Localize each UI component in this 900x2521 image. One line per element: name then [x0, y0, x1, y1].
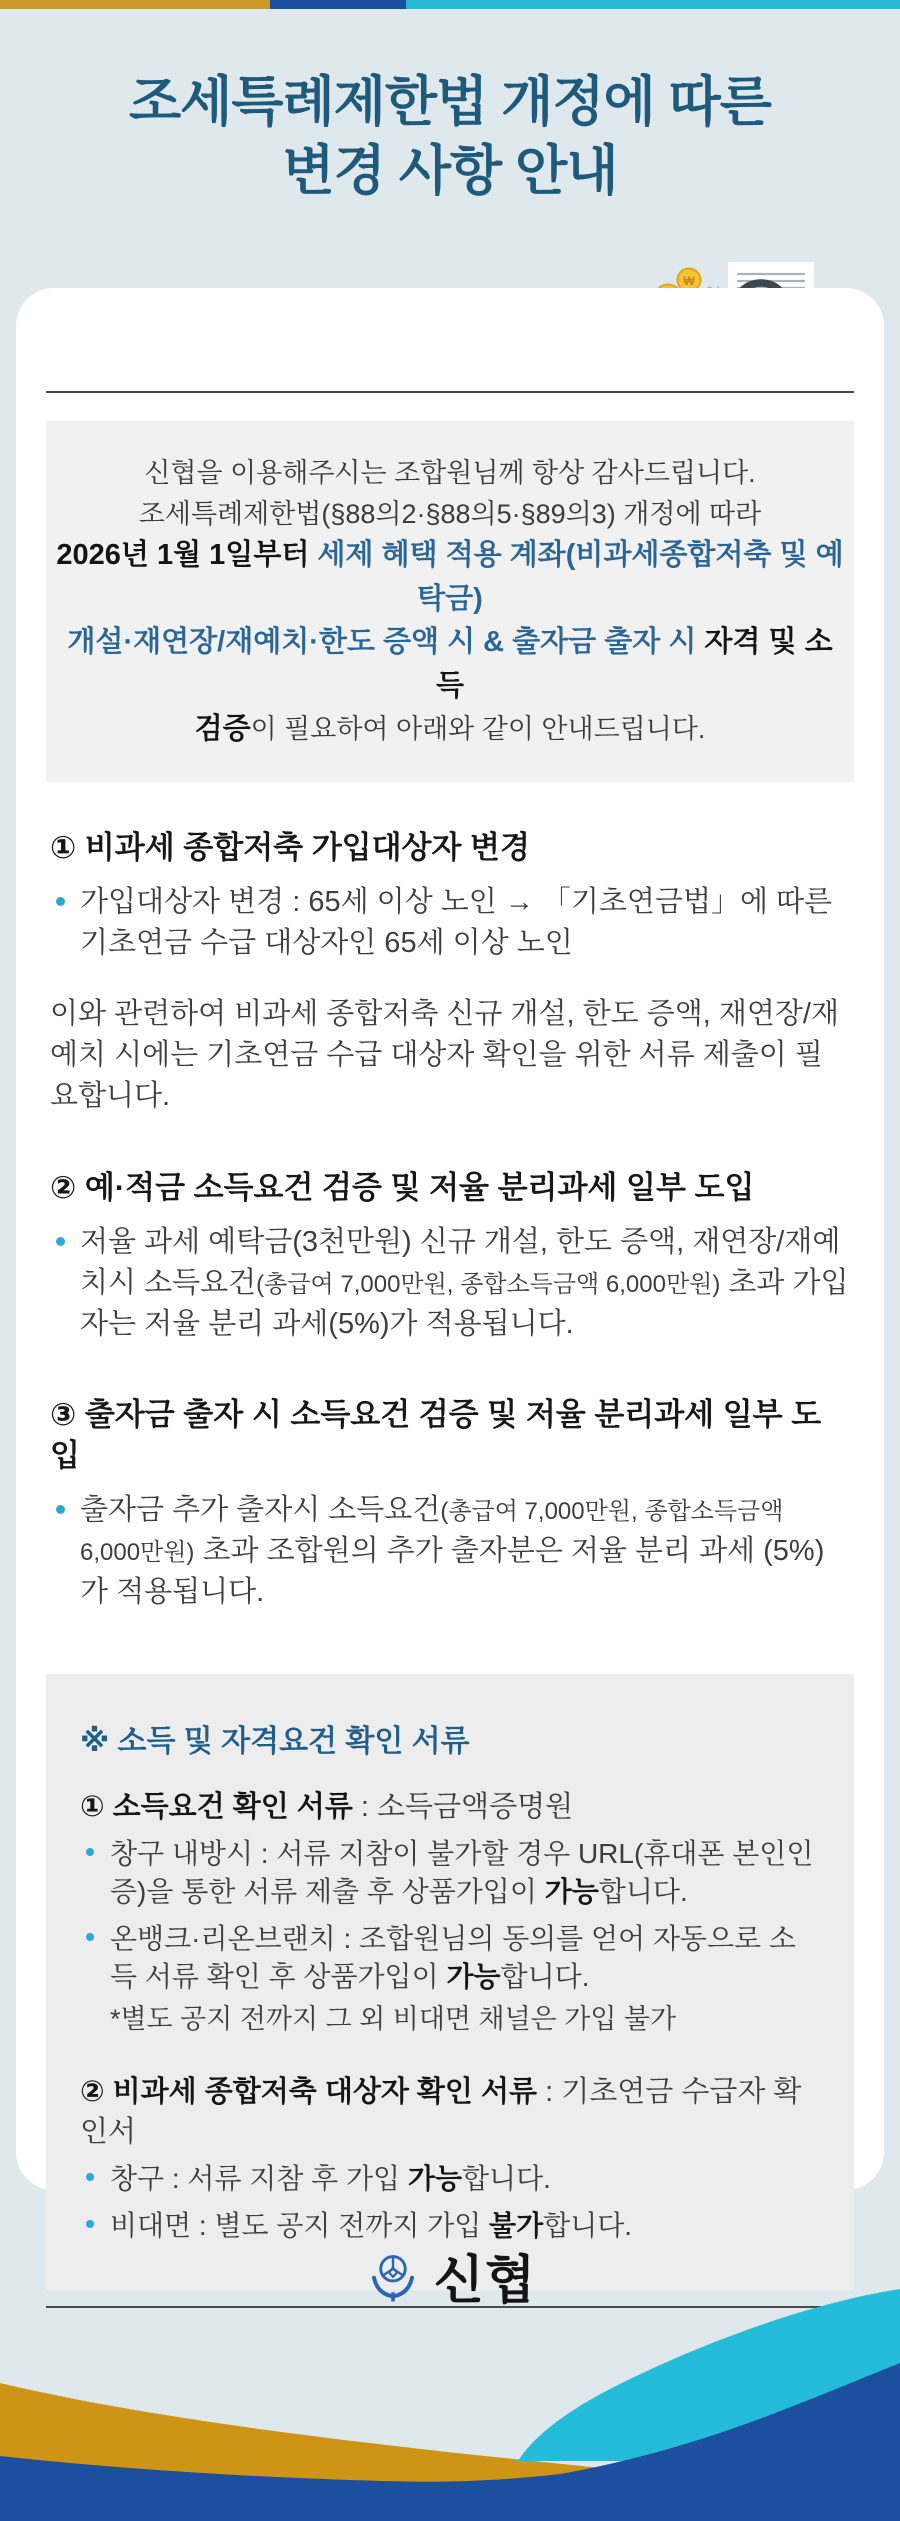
section-2-title: ② 예·적금 소득요건 검증 및 저율 분리과세 일부 도입 [50, 1169, 755, 1205]
section-1-tax-free-savings [46, 828, 854, 1118]
section-1-paragraph: 이와 관련하여 비과세 종합저축 신규 개설, 한도 증액, 재연장/재예치 시에는 기초연금 수급 대상자 확인을 위한 서류 제출이 필요합니다. [50, 998, 839, 1113]
required-documents-box [46, 1674, 854, 2290]
intro-box [46, 421, 854, 782]
intro-line-4: 개설·재연장/재예치·한도 증액 시 & 출자금 출자 시 자격 및 소득 [67, 626, 833, 702]
section-2-bullet: 저율 과세 예탁금(3천만원) 신규 개설, 한도 증액, 재연장/재예치시 소득요건(총급여 7,000만원, 종합소득금액 6,000만원) 초과 가입자는 저율 분리 과세(5%)가 적용됩니다. [50, 1222, 850, 1346]
shinhyup-logo-text: 신협 [433, 2252, 537, 2310]
top-bar-gold-segment [0, 0, 270, 9]
section-3-title: ③ 출자금 출자 시 소득요건 검증 및 저율 분리과세 일부 도입 [50, 1397, 822, 1473]
section-1-bullet: 가입대상자 변경 : 65세 이상 노인 → 「기초연금법」에 따른 기초연금 수급 대상자인 65세 이상 노인 [50, 882, 850, 964]
page-title [0, 68, 900, 206]
top-bar-blue-segment [270, 0, 406, 9]
bottom-wave-decoration [0, 2281, 900, 2521]
doc2-title: ② 비과세 종합저축 대상자 확인 서류 : 기초연금 수급자 확인서 [80, 2076, 802, 2149]
intro-line-1: 신협을 이용해주시는 조합원님께 항상 감사드립니다. [144, 458, 756, 488]
notice-card [16, 288, 884, 2241]
doc2-bullet-nonfacetoface: 비대면 : 별도 공지 전까지 가입 불가합니다. [80, 2207, 820, 2246]
top-divider [46, 391, 854, 393]
intro-line-3: 2026년 1월 1일부터 세제 혜택 적용 계좌(비과세종합저축 및 예탁금) [56, 539, 844, 615]
documents-heading: ※ 소득 및 자격요건 확인 서류 [80, 1724, 470, 1758]
top-accent-bar [0, 0, 900, 9]
section-1-title: ① 비과세 종합저축 가입대상자 변경 [50, 829, 530, 865]
top-bar-cyan-segment [406, 0, 900, 9]
page-title-line1: 조세특례제한법 개정에 따른 [129, 72, 771, 132]
intro-line-5: 검증이 필요하여 아래와 같이 안내드립니다. [194, 713, 706, 745]
doc1-bullet-onbank: 온뱅크·리온브랜치 : 조합원님의 동의를 얻어 자동으로 소득 서류 확인 후 상품가입이 가능합니다. [80, 1920, 820, 1997]
page-title-line2: 변경 사항 안내 [282, 141, 618, 202]
section-2-deposit-income-check [46, 1168, 854, 1346]
svg-text:₩: ₩ [683, 274, 695, 288]
section-3-share-contribution [46, 1395, 854, 1613]
section-3-bullet: 출자금 추가 출자시 소득요건(총급여 7,000만원, 종합소득금액 6,000만원) 초과 조합원의 추가 출자분은 저율 분리 과세 (5%)가 적용됩니다. [50, 1490, 850, 1614]
doc1-bullet-counter: 창구 내방시 : 서류 지참이 불가할 경우 URL(휴대폰 본인인증)을 통한 서류 제출 후 상품가입이 가능합니다. [80, 1835, 820, 1912]
doc1-title: ① 소득요건 확인 서류 : 소득금액증명원 [80, 1790, 574, 1823]
intro-line-2: 조세특례제한법(§88의2·§88의5·§89의3) 개정에 따라 [138, 498, 762, 529]
doc2-bullet-counter: 창구 : 서류 지참 후 가입 가능합니다. [80, 2160, 820, 2199]
doc1-note: *별도 공지 전까지 그 외 비대면 채널은 가입 불가 [110, 2004, 677, 2035]
